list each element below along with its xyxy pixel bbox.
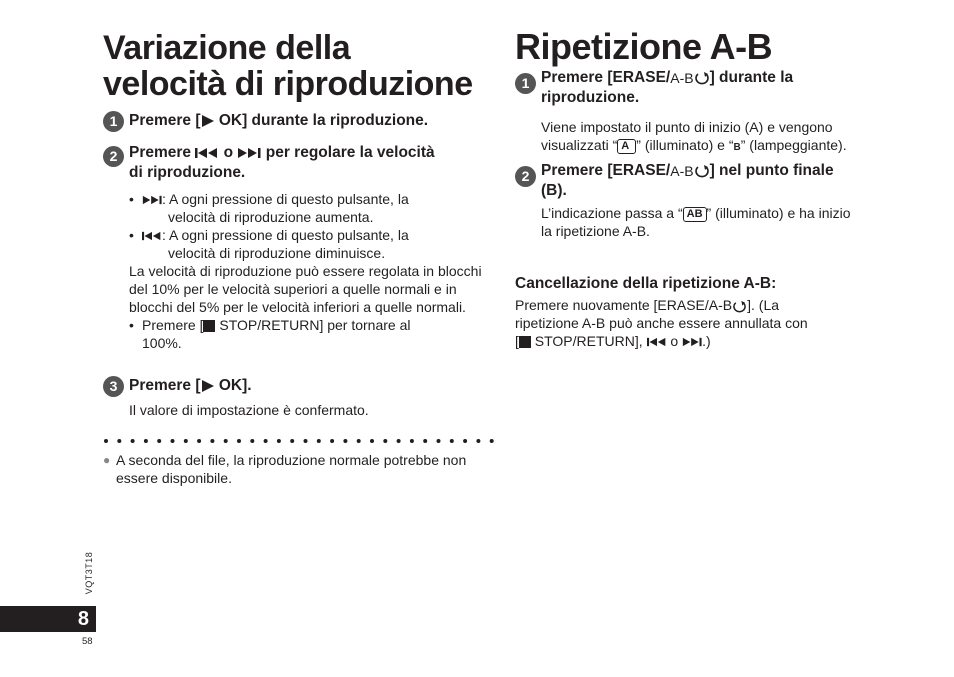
cancel-desc: Premere nuovamente [ERASE/A-B ]. (La ripetizione A-B può anche essere annullata con [ STOP/RETURN], o .) — [515, 297, 808, 349]
skip-back-icon — [142, 231, 162, 241]
section-number-tab: 8 — [0, 606, 96, 632]
page-number: 58 — [82, 636, 93, 647]
play-icon — [201, 379, 215, 393]
step-title: Premere [ERASE/A-B ] durante la riproduzione. — [541, 69, 794, 107]
step-2-details — [103, 190, 495, 352]
blinking-b-indicator: B — [733, 142, 741, 154]
step-number: 1 — [103, 111, 124, 132]
skip-back-icon — [195, 147, 219, 159]
note: ● A seconda del file, la riproduzione normale potrebbe non essere disponibile. — [103, 452, 467, 486]
ab-step-1-desc: Viene impostato il punto di inizio (A) e vengono visualizzati “ A ” (illuminato) e “B” (lampeggiante). — [541, 119, 847, 154]
step-title: Premere o per regolare la velocità di riproduzione. — [129, 144, 435, 181]
ab-label: A-B — [708, 297, 733, 313]
ab-step-1 — [515, 68, 915, 157]
step-number: 1 — [515, 73, 536, 94]
list-item: • : A ogni pressione di questo pulsante, la velocità di riproduzione diminuisce. — [129, 227, 409, 261]
section-title-speed: Variazione della velocità di riproduzione — [103, 29, 473, 103]
speed-step-3 — [103, 376, 495, 419]
list-item: • : A ogni pressione di questo pulsante, la velocità di riproduzione aumenta. — [129, 191, 409, 225]
ab-step-2 — [515, 161, 915, 240]
stop-icon — [519, 336, 531, 348]
ab-label: A-B — [670, 163, 694, 179]
speed-step-2 — [103, 143, 495, 352]
step-number: 2 — [515, 166, 536, 187]
step-title: Premere [ERASE/A-B ] nel punto finale (B). — [541, 162, 834, 200]
lcd-ab-indicator: AB — [683, 207, 707, 222]
stop-icon — [203, 320, 215, 332]
model-code: VQT3T18 — [84, 551, 94, 595]
step-number: 3 — [103, 376, 124, 397]
cancel-heading: Cancellazione della ripetizione A-B: — [515, 275, 777, 292]
note-bullet-icon: ● — [103, 453, 111, 467]
ab-step-2-desc: L’indicazione passa a “ AB ” (illuminato) e ha inizio la ripetizione A-B. — [541, 205, 851, 240]
step-title: Premere [ OK] durante la riproduzione. — [129, 112, 429, 129]
lcd-a-indicator: A — [617, 139, 636, 154]
list-item: • Premere [ STOP/RETURN] per tornare al 100%. — [129, 317, 411, 351]
section-title-ab-repeat: Ripetizione A-B — [515, 26, 773, 67]
repeat-icon — [694, 71, 710, 85]
speed-step-paragraph: La velocità di riproduzione può essere regolata in blocchi del 10% per le velocità superiori a quelle normali e in blocchi del 5% per le velocità inferiori a quelle normali. — [129, 263, 482, 315]
ab-label: A-B — [670, 70, 694, 86]
repeat-icon — [694, 164, 710, 178]
step-title: Premere [ OK]. — [129, 377, 252, 394]
repeat-icon — [732, 300, 747, 313]
step-3-desc: Il valore di impostazione è confermato. — [129, 402, 369, 418]
skip-back-icon — [647, 337, 667, 347]
play-icon — [201, 114, 215, 128]
skip-forward-icon — [682, 337, 702, 347]
dotted-divider — [103, 437, 495, 445]
speed-step-1 — [103, 111, 495, 131]
skip-forward-icon — [237, 147, 261, 159]
step-number: 2 — [103, 146, 124, 167]
skip-forward-icon — [142, 195, 162, 205]
